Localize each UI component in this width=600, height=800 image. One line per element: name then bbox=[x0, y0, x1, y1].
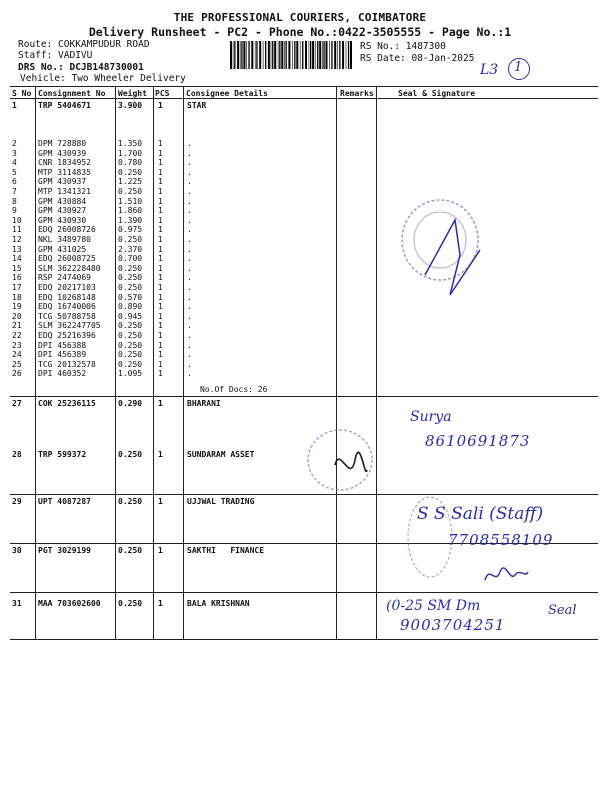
cell-sno: 20 bbox=[12, 311, 22, 321]
barcode bbox=[230, 41, 354, 69]
cell-sno: 30 bbox=[12, 546, 22, 555]
cell-pcs: 1 bbox=[158, 148, 163, 158]
cell-weight: 1.350 bbox=[118, 139, 143, 148]
cell-sno: 19 bbox=[12, 302, 22, 312]
cell-consignee: . bbox=[187, 331, 192, 340]
cell-pcs: 1 bbox=[158, 196, 163, 206]
cell-consignee: . bbox=[187, 350, 192, 360]
cell-consignee: BHARANI bbox=[187, 399, 221, 408]
cell-sno: 26 bbox=[12, 369, 22, 379]
handwritten-note: (0-25 SM Dm bbox=[386, 598, 481, 614]
handwritten-phone: 7708558109 bbox=[448, 531, 554, 549]
cell-weight: 0.250 bbox=[118, 340, 143, 350]
drs-number: DRS No.: DCJB148730001 bbox=[18, 62, 144, 73]
cell-pcs: 1 bbox=[158, 311, 163, 321]
cell-sno: 8 bbox=[12, 196, 17, 206]
cell-weight: 1.510 bbox=[118, 196, 143, 206]
cell-sno: 29 bbox=[12, 497, 22, 506]
cell-pcs: 1 bbox=[158, 359, 163, 369]
cell-pcs: 1 bbox=[158, 187, 163, 196]
cell-consignee: BALA KRISHNAN bbox=[187, 599, 250, 608]
cell-consignment: GPM 430937 bbox=[38, 177, 87, 187]
cell-consignee: . bbox=[187, 311, 192, 321]
cell-sno: 24 bbox=[12, 350, 22, 360]
handwritten-signature: S S Sali (Staff) bbox=[417, 504, 544, 524]
table-top-border bbox=[10, 86, 598, 87]
col-header-consignment: Consignment No bbox=[38, 89, 106, 98]
cell-consignee: . bbox=[187, 158, 192, 168]
cell-consignee: SAKTHI FINANCE bbox=[187, 546, 265, 555]
cell-consignment: MTP 3114835 bbox=[38, 167, 91, 177]
cell-pcs: 1 bbox=[158, 450, 163, 459]
rs-date: RS Date: 08-Jan-2025 bbox=[360, 53, 475, 64]
column-divider bbox=[183, 86, 184, 639]
handwritten-phone: 9003704251 bbox=[400, 616, 506, 634]
cell-consignment: TCG 50788758 bbox=[38, 311, 96, 321]
cell-consignment: DPI 456389 bbox=[38, 350, 87, 360]
cell-sno: 18 bbox=[12, 292, 22, 302]
company-title: THE PROFESSIONAL COURIERS, COIMBATORE bbox=[173, 11, 427, 24]
cell-consignment: SLM 362247705 bbox=[38, 321, 101, 331]
cell-pcs: 1 bbox=[158, 369, 163, 379]
signature-icon bbox=[480, 560, 530, 590]
handwritten-phone: 8610691873 bbox=[425, 432, 531, 450]
col-header-sno: S No bbox=[12, 89, 32, 98]
cell-consignee: . bbox=[187, 177, 192, 187]
cell-sno: 1 bbox=[12, 101, 17, 110]
cell-weight: 0.700 bbox=[118, 254, 143, 264]
cell-sno: 28 bbox=[12, 450, 22, 459]
cell-consignment: CNR 1834952 bbox=[38, 158, 91, 168]
cell-consignee: . bbox=[187, 254, 192, 264]
cell-weight: 0.290 bbox=[118, 399, 143, 408]
cell-sno: 16 bbox=[12, 273, 22, 283]
cell-pcs: 1 bbox=[158, 167, 163, 177]
page-mark-circle bbox=[508, 58, 530, 80]
cell-sno: 15 bbox=[12, 263, 22, 273]
vehicle-label: Vehicle: Two Wheeler Delivery bbox=[20, 73, 186, 84]
cell-weight: 0.975 bbox=[118, 225, 143, 235]
handwritten-name: Surya bbox=[410, 409, 452, 425]
cell-weight: 0.945 bbox=[118, 311, 143, 321]
cell-sno: 12 bbox=[12, 235, 22, 244]
cell-weight: 0.780 bbox=[118, 158, 143, 168]
cell-sno: 25 bbox=[12, 359, 22, 369]
cell-consignment: NKL 3489780 bbox=[38, 235, 91, 244]
cell-sno: 2 bbox=[12, 139, 17, 148]
handwritten-seal-tag: Seal bbox=[548, 603, 577, 618]
cell-consignment: COK 25236115 bbox=[38, 399, 96, 408]
cell-consignment: SLM 362228480 bbox=[38, 263, 101, 273]
col-header-remarks: Remarks bbox=[340, 89, 374, 98]
cell-consignee: . bbox=[187, 340, 192, 350]
cell-pcs: 1 bbox=[158, 399, 163, 408]
cell-consignee: UJJWAL TRADING bbox=[187, 497, 255, 506]
cell-pcs: 1 bbox=[158, 244, 163, 254]
cell-pcs: 1 bbox=[158, 254, 163, 264]
cell-consignee: . bbox=[187, 139, 192, 148]
cell-pcs: 1 bbox=[158, 273, 163, 283]
cell-consignee: . bbox=[187, 321, 192, 331]
cell-pcs: 1 bbox=[158, 283, 163, 292]
cell-consignment: EDQ 25216396 bbox=[38, 331, 96, 340]
rs-number: RS No.: 1487300 bbox=[360, 41, 446, 52]
cell-sno: 27 bbox=[12, 399, 22, 408]
cell-consignee: . bbox=[187, 167, 192, 177]
cell-pcs: 1 bbox=[158, 177, 163, 187]
cell-weight: 0.250 bbox=[118, 359, 143, 369]
cell-consignee: . bbox=[187, 273, 192, 283]
runsheet-title: Delivery Runsheet - PC2 - Phone No.:0422-3505555 - Page No.:1 bbox=[88, 25, 512, 39]
cell-pcs: 1 bbox=[158, 497, 163, 506]
cell-weight: 0.250 bbox=[118, 331, 143, 340]
cell-consignment: DPI 456388 bbox=[38, 340, 87, 350]
column-divider bbox=[153, 86, 154, 639]
cell-pcs: 1 bbox=[158, 321, 163, 331]
page-mark-number: 1 bbox=[514, 60, 523, 75]
cell-pcs: 1 bbox=[158, 350, 163, 360]
cell-sno: 13 bbox=[12, 244, 22, 254]
cell-weight: 0.250 bbox=[118, 321, 143, 331]
cell-consignment: PGT 3029199 bbox=[38, 546, 91, 555]
cell-consignee: STAR bbox=[187, 101, 207, 110]
cell-sno: 9 bbox=[12, 206, 17, 216]
cell-consignee: . bbox=[187, 187, 192, 196]
row-divider bbox=[10, 396, 598, 397]
cell-consignee: . bbox=[187, 283, 192, 292]
cell-weight: 0.250 bbox=[118, 599, 143, 608]
cell-consignee: . bbox=[187, 215, 192, 225]
cell-weight: 0.250 bbox=[118, 283, 143, 292]
cell-pcs: 1 bbox=[158, 225, 163, 235]
cell-consignee: . bbox=[187, 206, 192, 216]
column-divider bbox=[35, 86, 36, 639]
cell-sno: 14 bbox=[12, 254, 22, 264]
cell-weight: 2.370 bbox=[118, 244, 143, 254]
cell-sno: 22 bbox=[12, 331, 22, 340]
cell-weight: 3.900 bbox=[118, 101, 143, 110]
cell-consignee: . bbox=[187, 359, 192, 369]
cell-sno: 21 bbox=[12, 321, 22, 331]
cell-sno: 7 bbox=[12, 187, 17, 196]
cell-pcs: 1 bbox=[158, 292, 163, 302]
cell-weight: 0.250 bbox=[118, 235, 143, 244]
cell-pcs: 1 bbox=[158, 546, 163, 555]
cell-consignment: UPT 4087287 bbox=[38, 497, 91, 506]
cell-consignment: GPM 431025 bbox=[38, 244, 87, 254]
seal-stamp-icon bbox=[395, 190, 495, 300]
cell-consignment: MTP 1341321 bbox=[38, 187, 91, 196]
header-bottom-border bbox=[10, 98, 598, 99]
cell-consignee: . bbox=[187, 292, 192, 302]
cell-consignee: . bbox=[187, 302, 192, 312]
cell-consignee: . bbox=[187, 244, 192, 254]
cell-sno: 23 bbox=[12, 340, 22, 350]
cell-weight: 0.250 bbox=[118, 273, 143, 283]
cell-consignee: SUNDARAM ASSET bbox=[187, 450, 255, 459]
cell-consignment: EDQ 10268148 bbox=[38, 292, 96, 302]
cell-pcs: 1 bbox=[158, 263, 163, 273]
cell-sno: 5 bbox=[12, 167, 17, 177]
column-divider bbox=[376, 86, 377, 639]
cell-weight: 1.700 bbox=[118, 148, 143, 158]
cell-weight: 0.890 bbox=[118, 302, 143, 312]
seal-stamp-icon bbox=[295, 425, 375, 495]
cell-pcs: 1 bbox=[158, 158, 163, 168]
cell-consignee: . bbox=[187, 196, 192, 206]
table-bottom-border bbox=[10, 639, 598, 640]
cell-weight: 0.250 bbox=[118, 350, 143, 360]
cell-weight: 0.250 bbox=[118, 497, 143, 506]
cell-consignment: EDQ 16740006 bbox=[38, 302, 96, 312]
cell-consignment: TRP 599372 bbox=[38, 450, 87, 459]
cell-consignment: EDQ 20217103 bbox=[38, 283, 96, 292]
cell-consignee: . bbox=[187, 148, 192, 158]
cell-pcs: 1 bbox=[158, 302, 163, 312]
cell-sno: 6 bbox=[12, 177, 17, 187]
col-header-consignee: Consignee Details bbox=[186, 89, 268, 98]
column-divider bbox=[336, 86, 337, 639]
cell-consignee: . bbox=[187, 263, 192, 273]
staff-label: Staff: VADIVU bbox=[18, 50, 93, 61]
column-divider bbox=[115, 86, 116, 639]
cell-pcs: 1 bbox=[158, 139, 163, 148]
cell-pcs: 1 bbox=[158, 101, 163, 110]
cell-weight: 0.250 bbox=[118, 167, 143, 177]
cell-sno: 17 bbox=[12, 283, 22, 292]
cell-weight: 0.250 bbox=[118, 263, 143, 273]
cell-consignment: MAA 703602600 bbox=[38, 599, 101, 608]
row-divider bbox=[10, 592, 598, 593]
cell-weight: 1.225 bbox=[118, 177, 143, 187]
cell-sno: 11 bbox=[12, 225, 22, 235]
cell-weight: 1.860 bbox=[118, 206, 143, 216]
cell-consignment: DPM 728880 bbox=[38, 139, 87, 148]
page-mark: L3 bbox=[480, 62, 499, 78]
cell-consignment: RSP 2474069 bbox=[38, 273, 91, 283]
cell-consignment: EDQ 26008725 bbox=[38, 254, 96, 264]
cell-sno: 10 bbox=[12, 215, 22, 225]
cell-consignment: TRP 5404671 bbox=[38, 101, 91, 110]
cell-consignment: EDQ 26008726 bbox=[38, 225, 96, 235]
col-header-weight: Weight bbox=[118, 89, 147, 98]
cell-consignment: TCG 20132578 bbox=[38, 359, 96, 369]
cell-consignment: DPI 460352 bbox=[38, 369, 87, 379]
col-header-pcs: PCS bbox=[155, 89, 170, 98]
cell-pcs: 1 bbox=[158, 215, 163, 225]
cell-weight: 0.250 bbox=[118, 450, 143, 459]
cell-weight: 1.095 bbox=[118, 369, 143, 379]
cell-weight: 0.570 bbox=[118, 292, 143, 302]
route-label: Route: COKKAMPUDUR ROAD bbox=[18, 39, 150, 50]
cell-pcs: 1 bbox=[158, 340, 163, 350]
cell-pcs: 1 bbox=[158, 331, 163, 340]
cell-sno: 4 bbox=[12, 158, 17, 168]
cell-sno: 31 bbox=[12, 599, 22, 608]
cell-sno: 3 bbox=[12, 148, 17, 158]
no-of-docs: No.Of Docs: 26 bbox=[200, 385, 268, 394]
col-header-signature: Seal & Signature bbox=[398, 89, 476, 98]
cell-weight: 0.250 bbox=[118, 187, 143, 196]
cell-consignee: . bbox=[187, 369, 192, 379]
cell-pcs: 1 bbox=[158, 599, 163, 608]
cell-consignment: GPM 430927 bbox=[38, 206, 87, 216]
cell-weight: 0.250 bbox=[118, 546, 143, 555]
cell-consignee: . bbox=[187, 225, 192, 235]
cell-pcs: 1 bbox=[158, 235, 163, 244]
cell-pcs: 1 bbox=[158, 206, 163, 216]
cell-consignment: GPM 430939 bbox=[38, 148, 87, 158]
cell-consignment: GPM 430930 bbox=[38, 215, 87, 225]
cell-weight: 1.390 bbox=[118, 215, 143, 225]
cell-consignment: GPM 430884 bbox=[38, 196, 87, 206]
cell-consignee: . bbox=[187, 235, 192, 244]
